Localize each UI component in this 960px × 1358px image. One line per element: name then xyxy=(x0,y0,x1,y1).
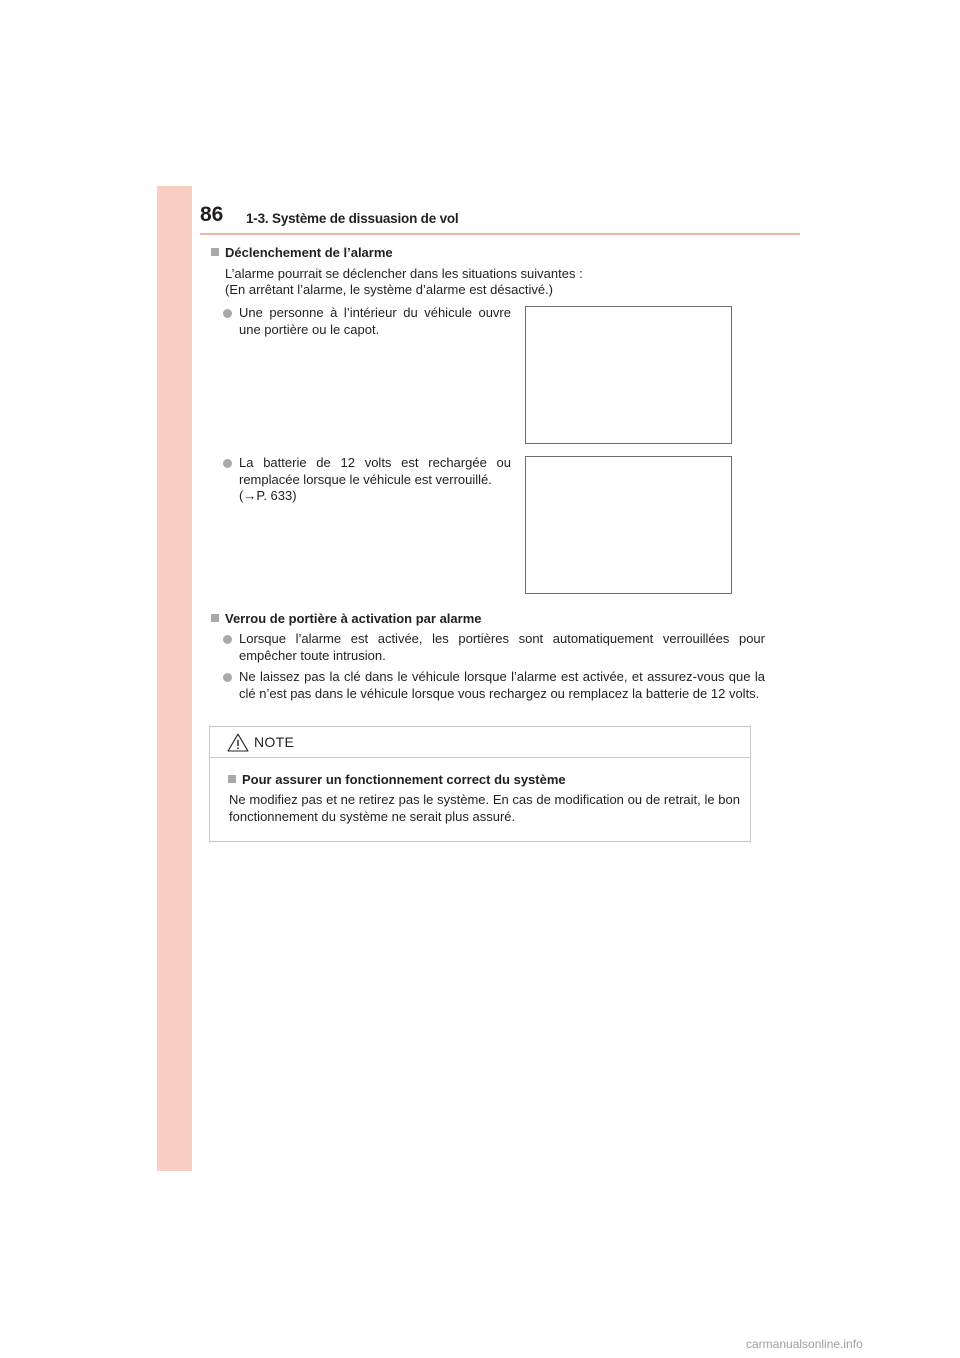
square-bullet-icon xyxy=(211,248,219,256)
square-bullet-icon xyxy=(228,775,236,783)
header-divider xyxy=(200,233,800,235)
list-item: Ne laissez pas la clé dans le véhicule lorsque l’alarme est activée, et assurez-vous que la clé n’est pas dans le véhicule lorsque vous rechargez ou remplacez la batterie de 12 volts. xyxy=(223,669,765,702)
circle-bullet-icon xyxy=(223,309,232,318)
side-tab-band xyxy=(157,186,192,1171)
list-item: Une personne à l’intérieur du véhicule ouvre une portière ou le capot. xyxy=(223,305,511,338)
illustration-battery xyxy=(525,456,732,594)
note-header xyxy=(210,727,750,758)
note-title: Pour assurer un fonctionnement correct du système xyxy=(228,771,566,788)
note-body: Ne modifiez pas et ne retirez pas le système. En cas de modification ou de retrait, le bon fonctionnement du système ne serait plus assuré. xyxy=(229,792,740,824)
circle-bullet-icon xyxy=(223,635,232,644)
page-number: 86 xyxy=(200,203,224,226)
circle-bullet-icon xyxy=(223,673,232,682)
alarm-trigger-intro-line2: (En arrêtant l’alarme, le système d’alarme est désactivé.) xyxy=(225,282,554,297)
page-header xyxy=(200,203,800,235)
section-title: 1-3. Système de dissuasion de vol xyxy=(246,211,459,226)
illustration-door-opening xyxy=(525,306,732,444)
list-item: Lorsque l’alarme est activée, les portières sont automatiquement verrouillées pour empêcher toute intrusion. xyxy=(223,631,765,664)
note-box xyxy=(209,726,751,842)
square-bullet-icon xyxy=(211,614,219,622)
warning-triangle-icon xyxy=(227,733,249,752)
door-lock-heading: Verrou de portière à activation par alarme xyxy=(211,610,482,627)
note-label: NOTE xyxy=(254,734,295,750)
watermark-text: carmanualsonline.info xyxy=(746,1337,863,1351)
list-item: La batterie de 12 volts est rechargée ou remplacée lorsque le véhicule est verrouillé. (→P. 633) xyxy=(223,455,511,505)
alarm-trigger-intro-line1: L’alarme pourrait se déclencher dans les situations suivantes : xyxy=(225,266,583,281)
alarm-trigger-heading: Déclenchement de l’alarme xyxy=(211,244,393,261)
circle-bullet-icon xyxy=(223,459,232,468)
page-reference: (→P. 633) xyxy=(239,488,297,503)
